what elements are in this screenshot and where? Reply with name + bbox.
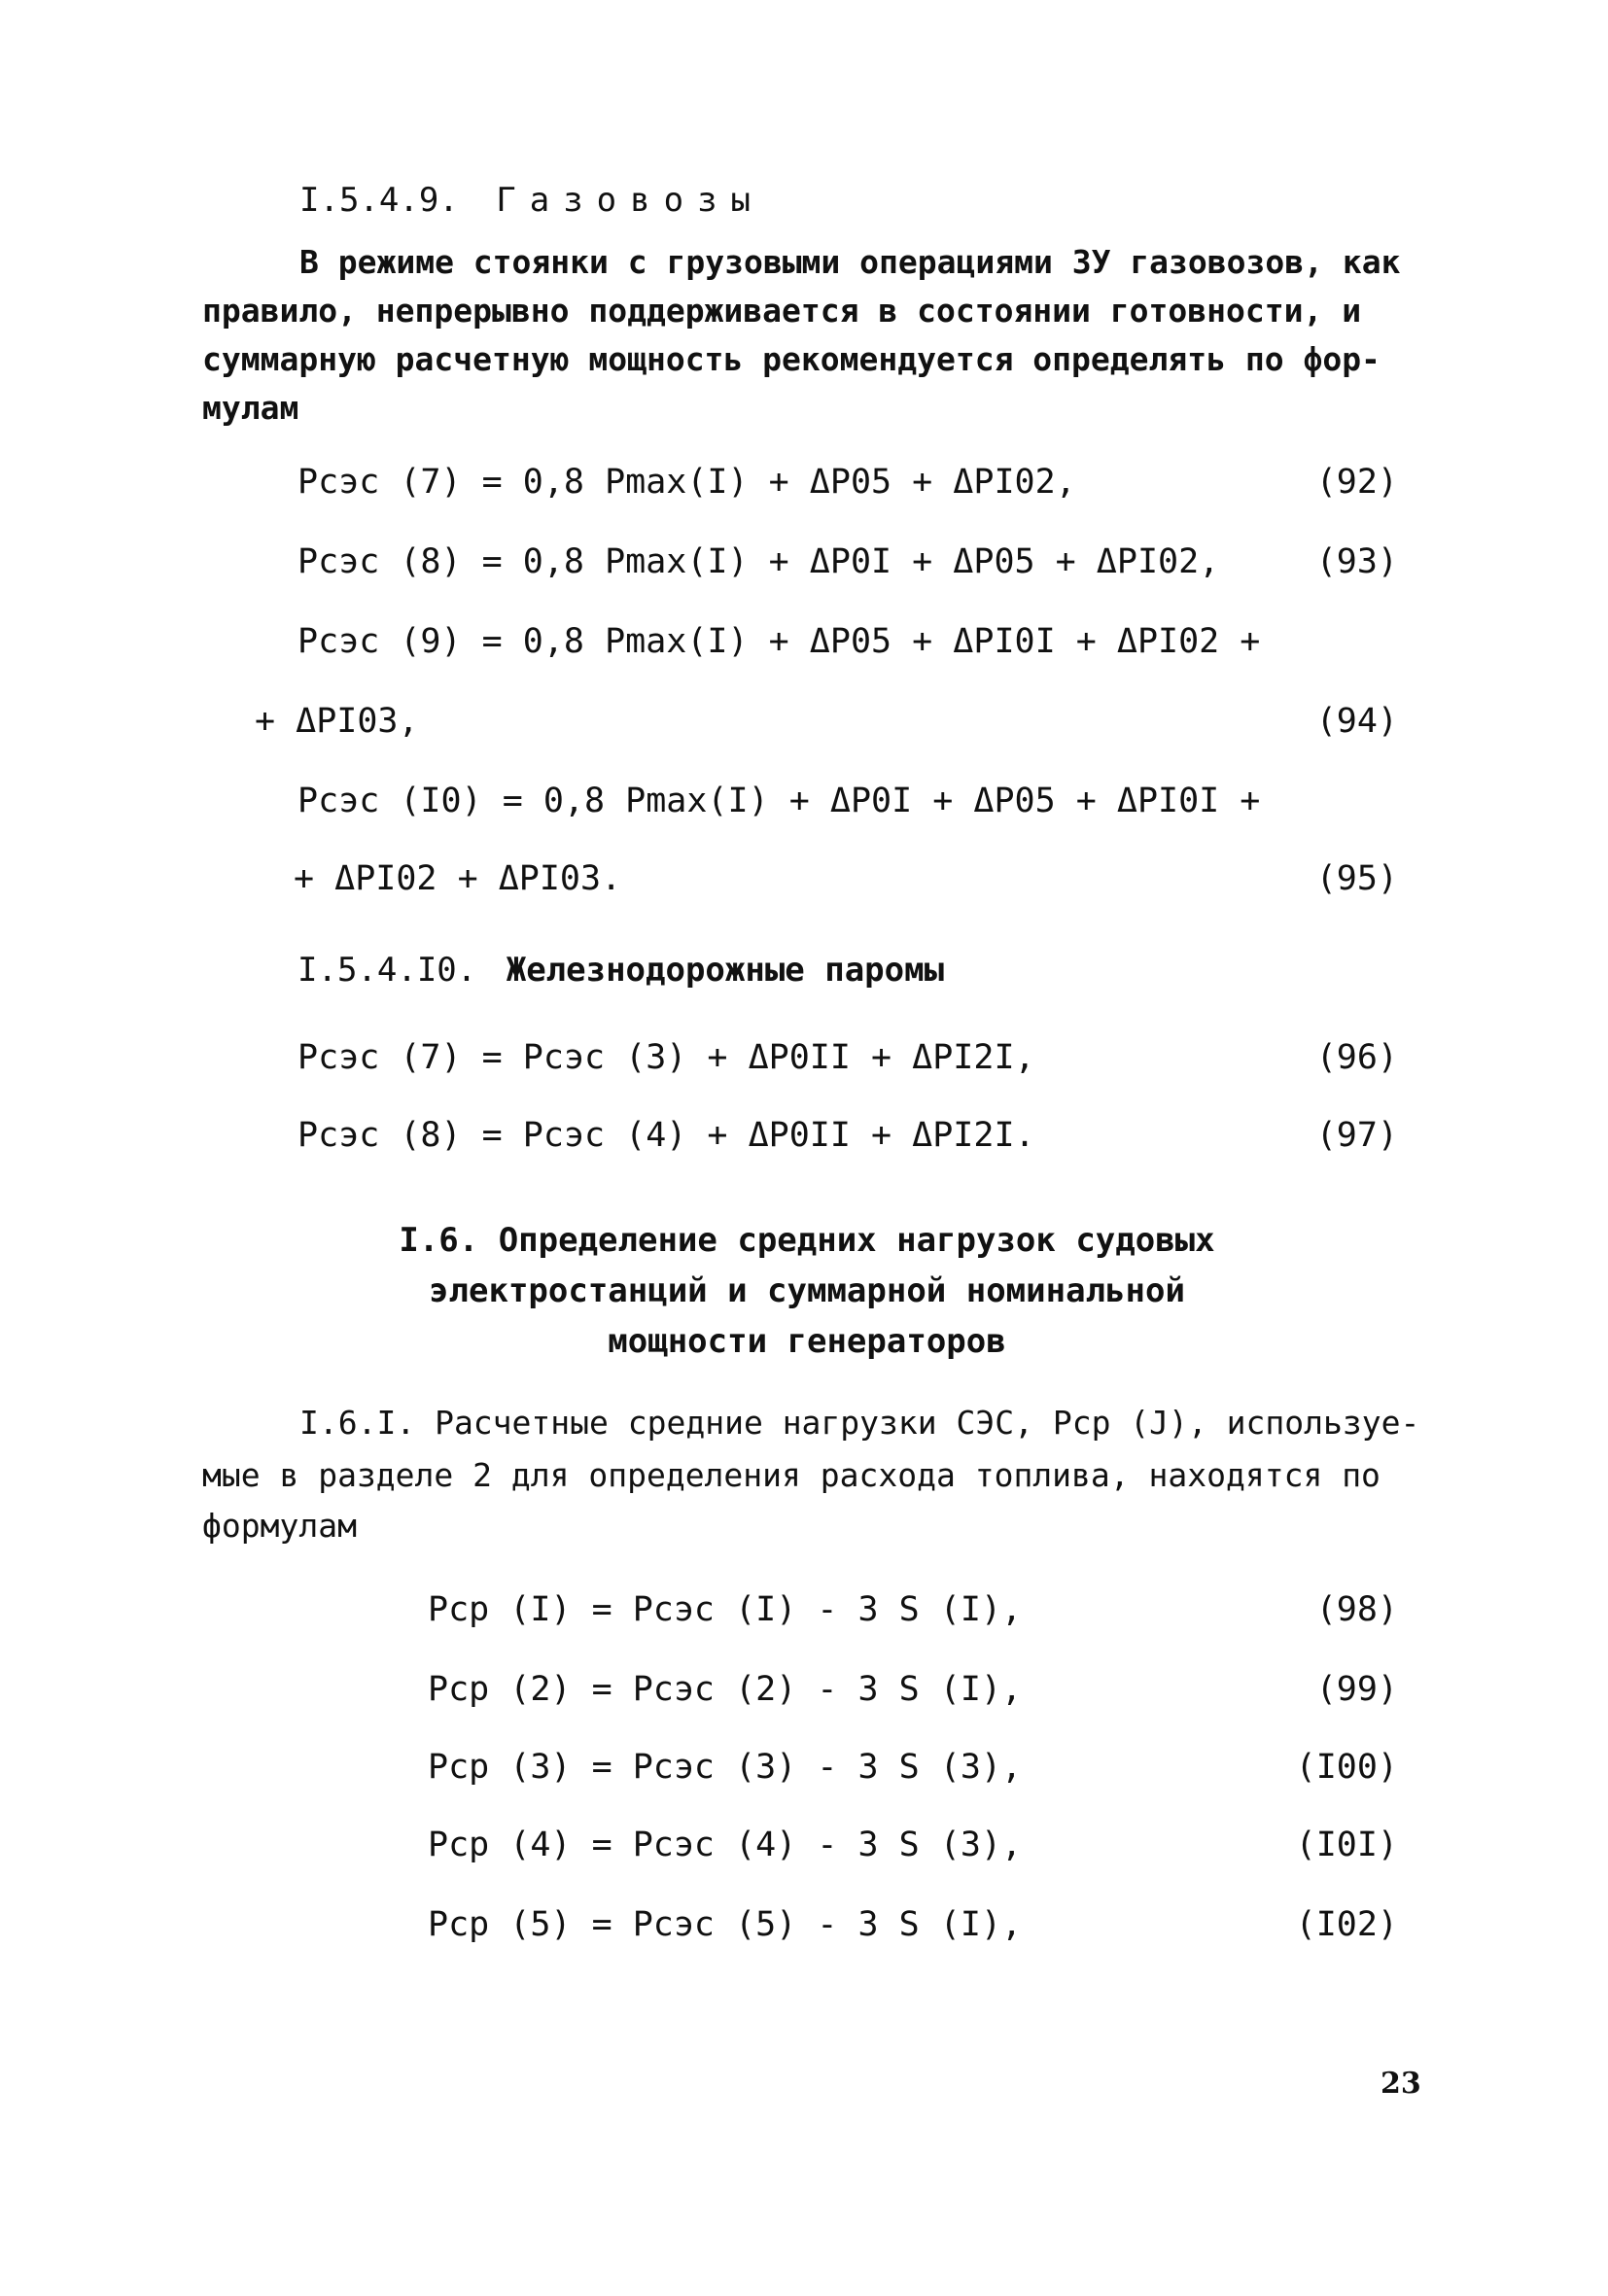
paragraph-line: суммарную расчетную мощность рекомендуется определять по фор- [202, 340, 1381, 378]
equation-number: (I00) [1295, 1748, 1398, 1787]
equation-number: (96) [1315, 1038, 1398, 1077]
equation-number: (98) [1315, 1590, 1398, 1629]
subsection-heading-railway-ferries [297, 947, 944, 993]
equation-number: (97) [1315, 1116, 1398, 1155]
paragraph-line: I.6.I. Расчетные средние нагрузки СЭС, Pср (J), используе- [299, 1404, 1420, 1442]
equation: Pср (I) = Pсэс (I) - 3 S (I), [428, 1590, 1023, 1629]
section-title-line: электростанций и суммарной номинальной [429, 1271, 1185, 1310]
equation-number: (94) [1315, 702, 1398, 741]
section-title-line: мощности генераторов [608, 1322, 1006, 1361]
equation: Pсэс (8) = Pсэс (4) + ΔP0II + ΔPI2I. [297, 1116, 1035, 1155]
equation-number: (I02) [1295, 1905, 1398, 1944]
paragraph-line: мые в разделе 2 для определения расхода топлива, находятся по [202, 1456, 1381, 1494]
equation-number: (I0I) [1295, 1826, 1398, 1864]
equation-continuation: + ΔPI03, [255, 702, 419, 741]
subsection-title: Газовозы [496, 181, 765, 220]
equation: Pсэс (I0) = 0,8 Pmax(I) + ΔP0I + ΔP05 + ΔPI0I + [297, 782, 1261, 820]
equation: Pсэс (7) = Pсэс (3) + ΔP0II + ΔPI2I, [297, 1038, 1035, 1077]
equation-continuation: + ΔPI02 + ΔPI03. [294, 859, 622, 898]
equation-number: (99) [1315, 1670, 1398, 1709]
equation: Pср (4) = Pсэс (4) - 3 S (3), [428, 1826, 1023, 1864]
equation: Pсэс (8) = 0,8 Pmax(I) + ΔP0I + ΔP05 + ΔPI02, [297, 542, 1220, 581]
subsection-number: I.5.4.I0. [297, 951, 477, 990]
subsection-number: I.5.4.9. [299, 181, 459, 220]
equation-number: (93) [1315, 542, 1398, 581]
paragraph-line: правило, непрерывно поддерживается в состоянии готовности, и [202, 292, 1362, 330]
equation: Pсэс (7) = 0,8 Pmax(I) + ΔP05 + ΔPI02, [297, 463, 1076, 502]
equation: Pср (2) = Pсэс (2) - 3 S (I), [428, 1670, 1023, 1709]
paragraph-line: В режиме стоянки с грузовыми операциями ЗУ газовозов, как [299, 243, 1401, 281]
equation: Pср (5) = Pсэс (5) - 3 S (I), [428, 1905, 1023, 1944]
equation: Pср (3) = Pсэс (3) - 3 S (3), [428, 1748, 1023, 1787]
equation-number: (95) [1315, 859, 1398, 898]
paragraph-line: формулам [202, 1507, 357, 1545]
paragraph-line: мулам [202, 389, 299, 427]
subsection-title: Железнодорожные паромы [506, 951, 945, 990]
equation-number: (92) [1315, 463, 1398, 502]
page-number: 23 [1381, 2067, 1421, 2101]
subsection-heading-gas-carriers [299, 177, 764, 224]
equation: Pсэс (9) = 0,8 Pmax(I) + ΔP05 + ΔPI0I + ΔPI02 + [297, 622, 1261, 661]
section-title-line: I.6. Определение средних нагрузок судовых [399, 1221, 1215, 1260]
